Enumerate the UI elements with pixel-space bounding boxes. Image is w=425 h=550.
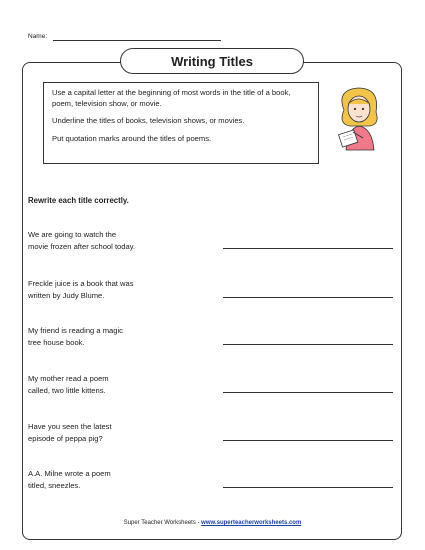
answer-line-3[interactable] <box>223 344 393 345</box>
item-2-line1: Freckle juice is a book that was <box>28 279 134 288</box>
item-3-line1: My friend is reading a magic <box>28 326 123 335</box>
rule-2: Underline the titles of books, television shows, or movies. <box>52 116 245 125</box>
item-6 <box>28 468 213 491</box>
name-label: Name: <box>28 33 48 40</box>
footer <box>0 520 425 526</box>
item-5 <box>28 421 213 444</box>
answer-line-4[interactable] <box>223 392 393 393</box>
item-4 <box>28 373 213 396</box>
rule-1: Use a capital letter at the beginning of most words in the title of a book, poem, television show, or movie. <box>52 88 291 108</box>
item-3 <box>28 325 213 348</box>
item-1-line1: We are going to watch the <box>28 230 117 239</box>
item-5-line1: Have you seen the latest <box>28 422 112 431</box>
item-6-line2: titled, sneezles. <box>28 480 81 490</box>
item-1-line2: movie frozen after school today. <box>28 241 136 251</box>
worksheet-title: Writing Titles <box>120 48 304 74</box>
item-5-line2: episode of peppa pig? <box>28 433 103 443</box>
item-4-line2: called, two little kittens. <box>28 385 106 395</box>
item-2-line2: written by Judy Blume. <box>28 290 105 300</box>
item-4-line1: My mother read a poem <box>28 374 109 383</box>
footer-link[interactable]: www.superteacherworksheets.com <box>201 520 302 526</box>
girl-writing-illustration <box>330 82 388 152</box>
item-6-line1: A.A. Milne wrote a poem <box>28 469 111 478</box>
item-1 <box>28 229 213 252</box>
answer-line-1[interactable] <box>223 248 393 249</box>
instructions: Rewrite each title correctly. <box>28 196 129 205</box>
answer-line-5[interactable] <box>223 440 393 441</box>
item-3-line2: tree house book. <box>28 337 85 347</box>
item-2 <box>28 278 213 301</box>
answer-line-6[interactable] <box>223 487 393 488</box>
answer-line-2[interactable] <box>223 297 393 298</box>
rule-3: Put quotation marks around the titles of poems. <box>52 133 212 143</box>
rules-box <box>43 82 319 164</box>
footer-text: Super Teacher Worksheets - <box>123 520 202 526</box>
name-field-line[interactable] <box>53 40 221 41</box>
